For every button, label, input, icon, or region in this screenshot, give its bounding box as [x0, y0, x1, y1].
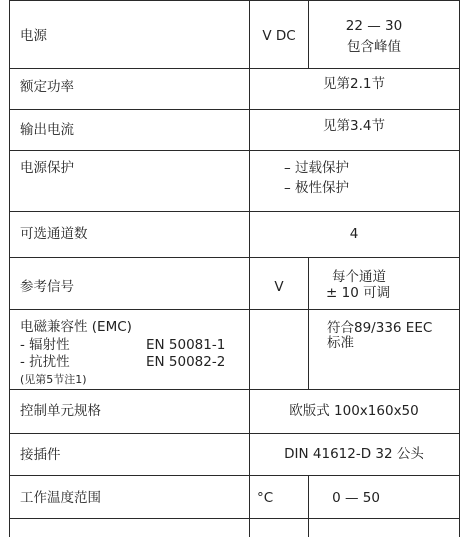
emc-item-name: - 抗扰性 [20, 354, 70, 370]
table-border-left [9, 0, 10, 537]
row-label: 可选通道数 [20, 226, 88, 242]
row-value-line2: 包含峰值 [347, 39, 401, 55]
table-border-right [459, 0, 460, 537]
row-divider [9, 150, 460, 151]
row-label: 接插件 [20, 447, 61, 463]
emc-item-standard: EN 50082-2 [146, 354, 226, 370]
row-label: 参考信号 [20, 279, 74, 295]
row-label: 额定功率 [20, 79, 74, 95]
row-divider [9, 389, 460, 390]
row-value: 欧版式 100x160x50 [289, 403, 419, 419]
row-divider [9, 257, 460, 258]
emc-item-standard: EN 50081-1 [146, 337, 226, 353]
row-label: 控制单元规格 [20, 403, 101, 419]
row-label: 电磁兼容性 (EMC) [20, 319, 132, 335]
table-border-top [9, 0, 460, 1]
row-value-line1: 符合89/336 EEC [327, 320, 433, 336]
row-value-line2: ± 10 可调 [326, 285, 391, 301]
row-value-line2: 标准 [327, 335, 354, 351]
row-value: 0 — 50 [332, 490, 380, 506]
column-divider-emc [308, 309, 309, 389]
row-unit: V [274, 279, 284, 295]
row-divider [9, 433, 460, 434]
row-divider [9, 211, 460, 212]
row-value: DIN 41612-D 32 公头 [284, 446, 424, 462]
row-value-line1: 22 — 30 [345, 18, 403, 34]
row-divider [9, 518, 460, 519]
row-value: 见第3.4节 [323, 118, 385, 134]
row-divider [9, 309, 460, 310]
row-unit: °C [257, 490, 274, 506]
row-divider [9, 109, 460, 110]
row-value-line1: – 过载保护 [284, 160, 350, 176]
row-label: 工作温度范围 [20, 490, 101, 506]
row-value: 见第2.1节 [323, 76, 385, 92]
row-unit: V DC [262, 28, 296, 44]
row-label: 电源保护 [20, 160, 74, 176]
row-value: 4 [349, 226, 359, 242]
row-divider [9, 68, 460, 69]
row-label: 电源 [20, 28, 47, 44]
row-divider [9, 475, 460, 476]
row-value-line2: – 极性保护 [284, 180, 350, 196]
row-value-line1: 每个通道 [332, 269, 386, 285]
emc-item-name: - 辐射性 [20, 337, 70, 353]
emc-note: (见第5节注1) [20, 373, 87, 386]
row-label: 输出电流 [20, 122, 74, 138]
